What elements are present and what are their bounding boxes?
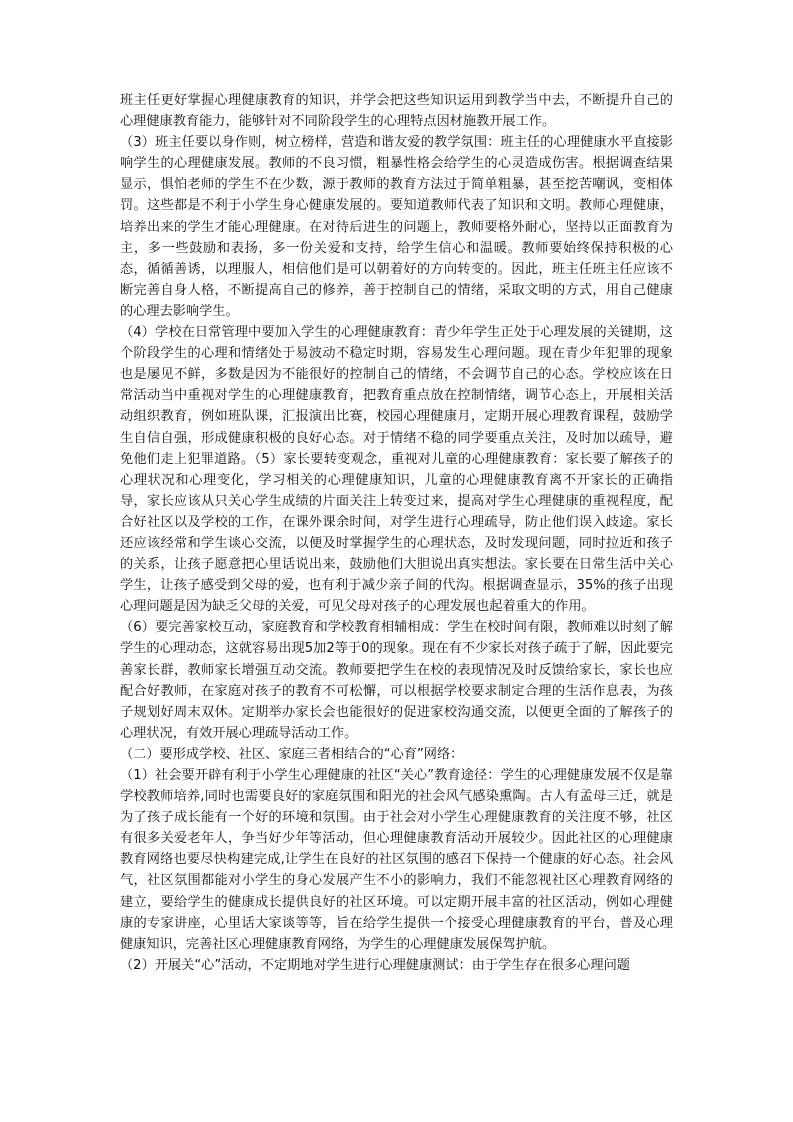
- paragraph-community-2: （2）开展关“心”活动，不定期地对学生进行心理健康测试：由于学生存在很多心理问题: [120, 957, 630, 973]
- section-heading-2: （二）要形成学校、社区、家庭三者相结合的“心育”网络：: [120, 746, 464, 762]
- paragraph-item-6: （6）要完善家校互动，家庭教育和学校教育相辅相成：学生在校时间有限，教师难以时刻了解学生的心理动态，这就容易出现5加2等于0的现象。现在有不少家长对孩子疏于了解，因此要完善家长群，教师家长增强互动交流。教师要把学生在校的表现情况及时反馈给家长，家长也应配合好教师，在家庭对孩子的教育不可松懈，可以根据学校要求制定合理的生活作息表，为孩子规划好周末双休。定期举办家长会也能很好的促进家校沟通交流，以便更全面的了解孩子的心理状况，有效开展心理疏导活动工作。: [120, 620, 673, 741]
- paragraph-continuation: 班主任更好掌握心理健康教育的知识，并学会把这些知识运用到教学当中去，不断提升自己的心理健康教育能力，能够针对不同阶段学生的心理特点因材施教开展工作。: [120, 93, 673, 130]
- paragraph-community-1: （1）社会要开辟有利于小学生心理健康的社区“关心”教育途径：学生的心理健康发展不仅是靠学校教师培养,同时也需要良好的家庭氛围和阳光的社会风气感染熏陶。古人有孟母三迁，就是为了孩子成长能有一个好的环境和氛围。由于社会对小学生心理健康教育的关注度不够，社区有很多关爱老年人，争当好少年等活动，但心理健康教育活动开展较少。因此社区的心理健康教育网络也要尽快构建完成,让学生在良好的社区氛围的感召下保持一个健康的好心态。社会风气，社区氛围都能对小学生的身心发展产生不小的影响力，我们不能忽视社区心理教育网络的建立，要给学生的健康成长提供良好的社区环境。可以定期开展丰富的社区活动，例如心理健康的专家讲座，心里话大家谈等等，旨在给学生提供一个接受心理健康教育的平台，普及心理健康知识，完善社区心理健康教育网络，为学生的心理健康发展保驾护航。: [120, 768, 673, 952]
- paragraph-item-3: （3）班主任要以身作则，树立榜样，营造和谐友爱的教学氛围：班主任的心理健康水平直接影响学生的心理健康发展。教师的不良习惯，粗暴性格会给学生的心灵造成伤害。根据调查结果显示，惧怕老师的学生不在少数，源于教师的教育方法过于简单粗暴，甚至挖苦嘲讽，变相体罚。这些都是不利于小学生身心健康发展的。要知道教师代表了知识和文明。教师心理健康，培养出来的学生才能心理健康。在对待后进生的问题上，教师要格外耐心，坚持以正面教育为主，多一些鼓励和表扬，多一份关爱和支持，给学生信心和温暖。教师要始终保持积极的心态，循循善诱，以理服人，相信他们是可以朝着好的方向转变的。因此，班主任班主任应该不断完善自身人格，不断提高自己的修养，善于控制自己的情绪，采取文明的方式，用自己健康的心理去影响学生。: [120, 135, 673, 319]
- paragraph-item-4-5: （4）学校在日常管理中要加入学生的心理健康教育：青少年学生正处于心理发展的关键期，这个阶段学生的心理和情绪处于易波动不稳定时期，容易发生心理问题。现在青少年犯罪的现象也是屡见不鲜，多数是因为不能很好的控制自己的情绪，不会调节自己的心态。学校应该在日常活动当中重视对学生的心理健康教育，把教育重点放在控制情绪，调节心态上，开展相关活动组织教育，例如班队课，汇报演出比赛，校园心理健康月，定期开展心理教育课程，鼓励学生自信自强，形成健康积极的良好心态。对于情绪不稳的同学要重点关注，及时加以疏导，避免他们走上犯罪道路。（5）家长要转变观念，重视对儿童的心理健康教育：家长要了解孩子的心理状况和心理变化，学习相关的心理健康知识，儿童的心理健康教育离不开家长的正确指导，家长应该从只关心学生成绩的片面关注上转变过来，提高对学生心理健康的重视程度，配合好社区以及学校的工作，在课外课余时间，对学生进行心理疏导，防止他们误入歧途。家长还应该经常和学生谈心交流，以便及时掌握学生的心理状态，及时发现问题，同时拉近和孩子的关系，让孩子愿意把心里话说出来，鼓励他们大胆说出真实想法。家长要在日常生活中关心学生，让孩子感受到父母的爱，也有利于减少亲子间的代沟。根据调查显示，35%的孩子出现心理问题是因为缺乏父母的关爱，可见父母对孩子的心理发展也起着重大的作用。: [120, 325, 673, 615]
- document-body: [120, 90, 673, 976]
